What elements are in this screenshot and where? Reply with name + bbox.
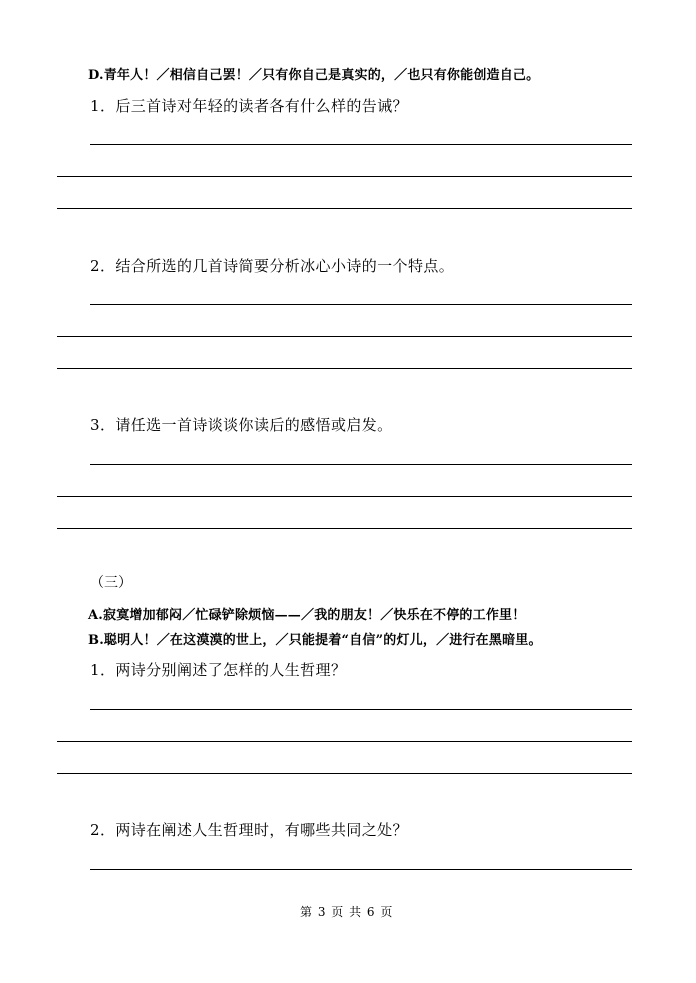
question-2-3: 3．请任选一首诗谈谈你读后的感悟或启发。 (90, 416, 393, 434)
section-three-label: （三） (90, 575, 132, 591)
poem-d-text: D.青年人！／相信自己罢！／只有你自己是真实的，／也只有你能创造自己。 (88, 68, 540, 83)
page-number: 第 3 页 共 6 页 (300, 905, 394, 919)
question-2-1: 1．后三首诗对年轻的读者各有什么样的告诫？ (90, 97, 408, 115)
answer-line[interactable] (57, 496, 632, 497)
answer-line[interactable] (90, 869, 632, 870)
answer-line[interactable] (57, 176, 632, 177)
answer-line[interactable] (90, 709, 632, 710)
answer-line[interactable] (57, 741, 632, 742)
answer-line[interactable] (57, 208, 632, 209)
question-3-1: 1．两诗分别阐述了怎样的人生哲理？ (90, 661, 347, 679)
answer-line[interactable] (90, 464, 632, 465)
poem-b-text: B.聪明人！／在这漠漠的世上，／只能提着“自信”的灯儿，／进行在黑暗里。 (88, 633, 542, 648)
answer-line[interactable] (90, 304, 632, 305)
question-2-2: 2．结合所选的几首诗简要分析冰心小诗的一个特点。 (90, 257, 455, 275)
answer-line[interactable] (57, 336, 632, 337)
answer-line[interactable] (90, 144, 632, 145)
question-3-2: 2．两诗在阐述人生哲理时，有哪些共同之处？ (90, 821, 408, 839)
answer-line[interactable] (57, 368, 632, 369)
poem-a-text: A.寂寞增加郁闷／忙碌铲除烦恼——／我的朋友！／快乐在不停的工作里！ (88, 608, 526, 623)
answer-line[interactable] (57, 528, 632, 529)
answer-line[interactable] (57, 773, 632, 774)
